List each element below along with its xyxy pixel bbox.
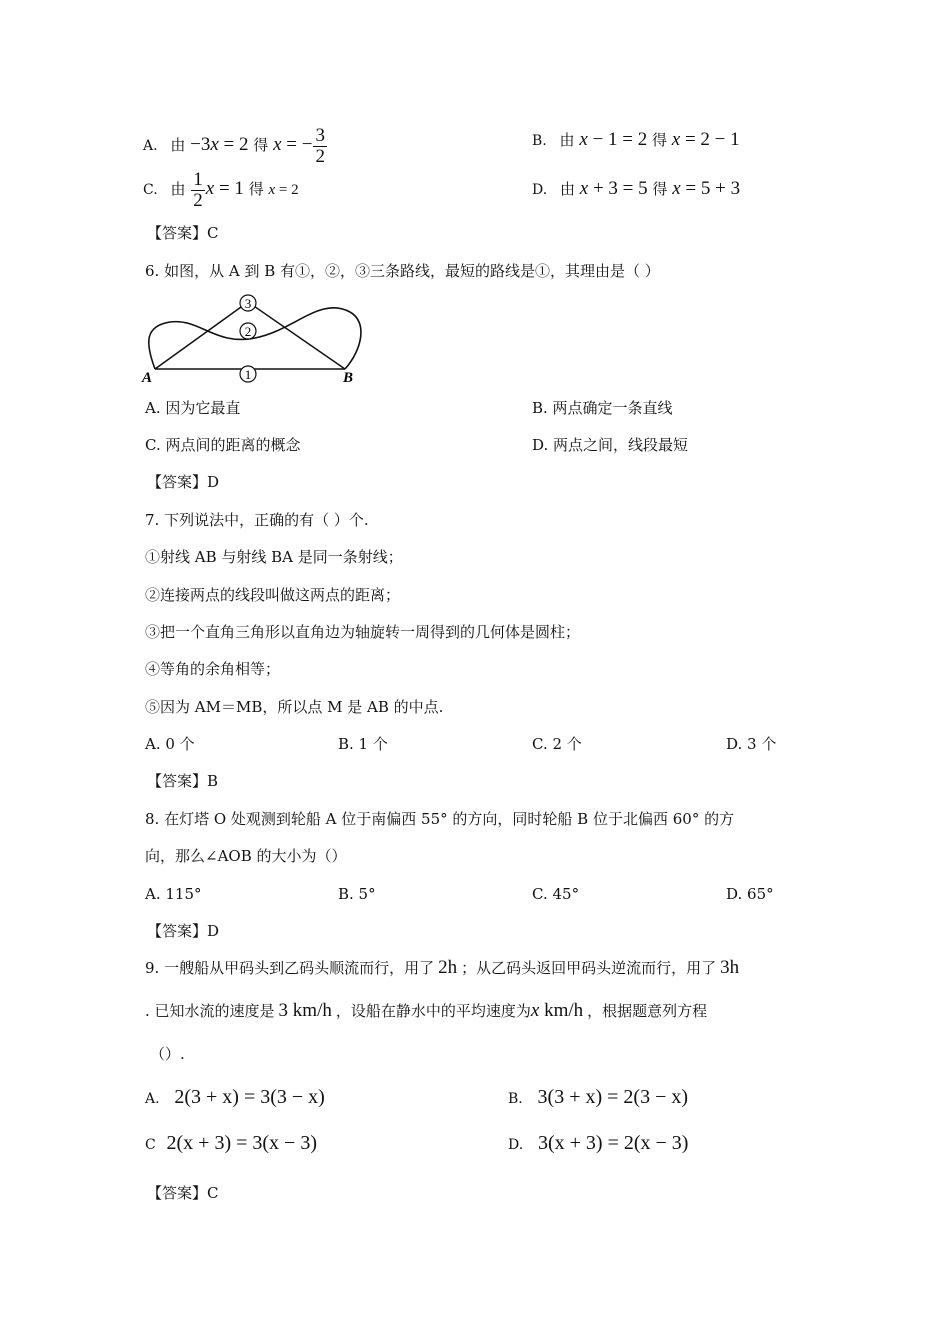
- q9-option-a-expr: 2(3 + x) = 3(3 − x): [174, 1086, 325, 1108]
- q6-option-c: C. 两点间的距离的概念: [145, 436, 301, 454]
- q9-water-speed: 3 km/h: [278, 1000, 332, 1021]
- q8-option-c: C. 45°: [532, 885, 580, 903]
- q5-option-b-eq2: = 2 − 1: [680, 129, 740, 150]
- q5-option-a-eq2: = −: [281, 134, 313, 155]
- q6-point-b: B: [343, 370, 354, 386]
- q9-stem-line-2: [145, 1001, 707, 1021]
- q9-stem-line-1: [145, 958, 739, 978]
- q5-option-b-x1: x: [579, 129, 588, 150]
- q5-option-d-eq1: + 3 = 5: [588, 178, 648, 199]
- q9-stem-line-2-mid: ，设船在静水中的平均速度为: [335, 1002, 531, 1020]
- q5-option-a-eq1: −3: [190, 134, 211, 155]
- q9-option-b-expr: 3(3 + x) = 2(3 − x): [537, 1086, 689, 1108]
- q8-answer: 【答案】D: [147, 922, 220, 940]
- q9-time-upstream: 3h: [720, 957, 740, 978]
- q5-option-b-label: B.: [532, 133, 547, 149]
- q6-option-a: A. 因为它最直: [145, 399, 241, 417]
- q9-speed-unit: km/h: [539, 1000, 584, 1021]
- q7-statement-3: ③把一个直角三角形以直角边为轴旋转一周得到的几何体是圆柱；: [145, 623, 581, 641]
- q5-option-a-x1: x: [210, 134, 219, 155]
- q5-option-b: [532, 130, 740, 151]
- q5-option-a-den: 2: [315, 145, 325, 167]
- q9-option-a-label: A.: [145, 1091, 160, 1107]
- svg-text:2: 2: [244, 324, 252, 339]
- q7-statement-5: ⑤因为 AM＝MB，所以点 M 是 AB 的中点.: [145, 698, 444, 716]
- q7-option-a: A. 0 个: [145, 735, 195, 753]
- q5-option-d-pre: 由: [559, 180, 575, 198]
- q9-option-d-expr: 3(x + 3) = 2(x − 3): [537, 1132, 689, 1154]
- q5-option-d-label: D.: [532, 182, 548, 198]
- q8-option-a: A. 115°: [145, 885, 202, 903]
- q5-option-d-eq2: = 5 + 3: [680, 178, 741, 199]
- q7-answer: 【答案】B: [147, 772, 219, 790]
- q5-option-c-fraction: [191, 170, 205, 211]
- q7-stem: 7. 下列说法中，正确的有（ ）个.: [145, 511, 369, 529]
- svg-text:3: 3: [244, 296, 252, 311]
- q8-stem-line-2: 向，那么∠AOB 的大小为（）: [145, 847, 347, 865]
- q9-answer: 【答案】C: [147, 1184, 219, 1202]
- q6-route2-left: [155, 302, 248, 369]
- q9-stem-line-1-mid: ；从乙码头返回甲码头逆流而行，用了: [461, 959, 717, 977]
- q6-circle-label-2: [240, 323, 256, 339]
- q6-circle-label-3: [240, 295, 256, 311]
- q9-stem-line-2-post: ，根据题意列方程: [587, 1002, 708, 1020]
- q9-option-d: [508, 1133, 688, 1155]
- q5-option-c-eq2: = 2: [275, 182, 299, 198]
- q5-option-a-eq1r: = 2: [218, 134, 249, 155]
- q5-option-c-x2: x: [268, 182, 276, 198]
- q6-route3-curve: [149, 308, 361, 369]
- q5-option-a-mid: 得: [253, 136, 269, 154]
- q9-option-a: [145, 1087, 325, 1109]
- q6-option-d: D. 两点之间，线段最短: [532, 436, 689, 454]
- q5-option-a-pre: 由: [170, 136, 186, 154]
- q5-answer: 【答案】C: [147, 224, 219, 242]
- q8-option-b: B. 5°: [338, 885, 376, 903]
- q5-option-c-pre: 由: [170, 180, 186, 198]
- q5-option-b-eq1: − 1 = 2: [587, 129, 648, 150]
- q5-option-d-mid: 得: [652, 180, 668, 198]
- q9-option-c: [145, 1133, 317, 1155]
- q7-option-d: D. 3 个: [726, 735, 777, 753]
- q7-statement-2: ②连接两点的线段叫做这两点的距离；: [145, 586, 401, 604]
- q5-option-a-x2: x: [273, 134, 282, 155]
- q9-stem-line-3: （）.: [150, 1045, 185, 1063]
- q6-answer: 【答案】D: [147, 473, 220, 491]
- q5-option-c: [143, 166, 299, 212]
- q9-stem-line-1-pre: 9. 一艘船从甲码头到乙码头顺流而行，用了: [145, 959, 435, 977]
- q5-option-a: [143, 122, 328, 168]
- q5-option-a-fraction: [313, 126, 327, 167]
- q5-option-c-den: 2: [193, 189, 203, 211]
- q6-stem: 6. 如图，从 A 到 B 有①，②，③三条路线，最短的路线是①，其理由是（ ）: [145, 262, 660, 280]
- q6-option-b: B. 两点确定一条直线: [532, 399, 673, 417]
- q5-option-c-num: 1: [193, 168, 203, 190]
- q5-option-c-x1: x: [205, 178, 215, 199]
- q8-option-d: D. 65°: [726, 885, 774, 903]
- q7-statement-4: ④等角的余角相等；: [145, 660, 281, 678]
- q5-option-b-x2: x: [671, 129, 681, 150]
- q6-circle-label-1: [240, 366, 256, 382]
- q8-stem-line-1: 8. 在灯塔 O 处观测到轮船 A 位于南偏西 55° 的方向，同时轮船 B 位于北偏西 60° 的方: [145, 810, 735, 828]
- q6-route-figure: [140, 290, 370, 386]
- q5-option-d-x1: x: [579, 178, 589, 199]
- q9-option-d-label: D.: [508, 1137, 524, 1153]
- q5-option-c-label: C.: [143, 182, 158, 198]
- q9-option-c-label: C: [145, 1137, 156, 1153]
- q5-option-b-pre: 由: [559, 131, 575, 149]
- q7-option-c: C. 2 个: [532, 735, 582, 753]
- q5-option-c-eq1: = 1: [214, 178, 244, 199]
- q9-option-b-label: B.: [508, 1091, 523, 1107]
- q9-time-downstream: 2h: [438, 957, 458, 978]
- q7-statement-1: ①射线 AB 与射线 BA 是同一条射线；: [145, 548, 403, 566]
- svg-text:1: 1: [244, 367, 252, 382]
- q9-option-c-expr: 2(x + 3) = 3(x − 3): [166, 1132, 317, 1154]
- q9-option-b: [508, 1087, 688, 1109]
- q7-option-b: B. 1 个: [338, 735, 388, 753]
- q5-option-d: [532, 179, 740, 200]
- q5-option-a-num: 3: [315, 124, 325, 146]
- q9-stem-line-2-pre: . 已知水流的速度是: [145, 1002, 275, 1020]
- q5-option-d-x2: x: [672, 178, 681, 199]
- q5-option-a-label: A.: [143, 138, 158, 154]
- q6-point-a: A: [142, 370, 153, 386]
- q5-option-c-mid: 得: [248, 180, 264, 198]
- q9-variable-x: x: [530, 1000, 540, 1021]
- q5-option-b-mid: 得: [651, 131, 667, 149]
